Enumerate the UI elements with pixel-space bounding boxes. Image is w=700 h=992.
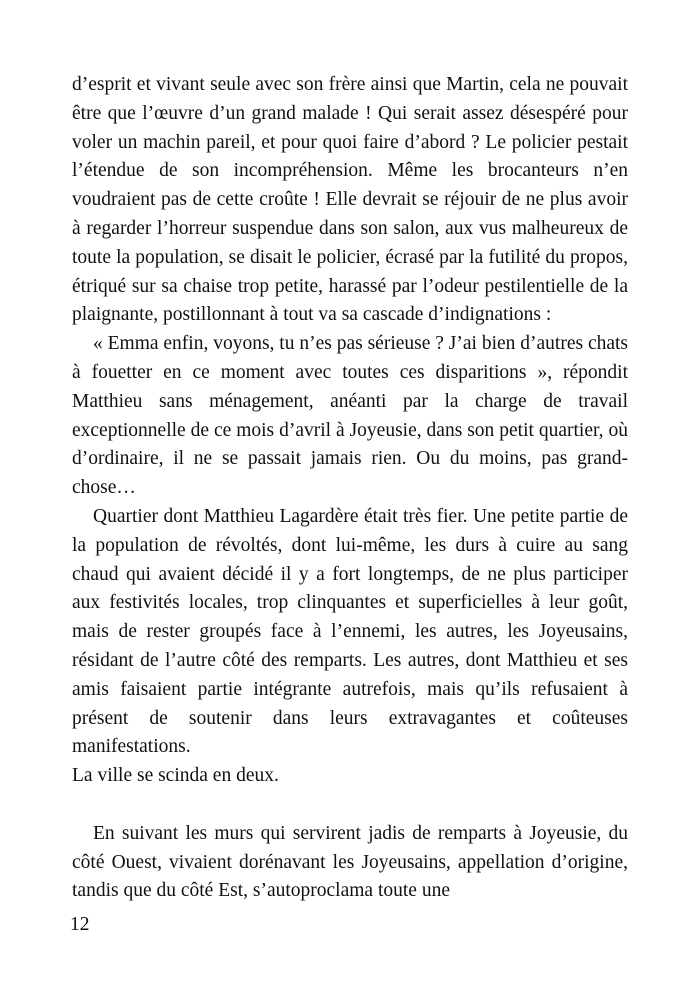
paragraph: La ville se scinda en deux. xyxy=(72,765,279,787)
paragraph: d’esprit et vivant seule avec son frère ainsi que Martin, cela ne pouvait être que l’œuvre d’un grand malade ! Qui serait assez désespéré pour voler un machin pareil, et pour quoi faire d’abord ? Le policier pestait l’étendue de son incompréhension. Même les brocanteurs n’en voudraient pas de cette croûte ! Elle devrait se réjouir de ne plus avoir à regarder l’horreur suspendue dans son salon, aux vus malheureux de toute la population, se disait le policier, écrasé par la futilité du propos, étriqué sur sa chaise trop petite, harassé par l’odeur pestilentielle de la plaignante, postillonnant à tout va sa cascade d’indignations : xyxy=(72,74,628,326)
body-text xyxy=(72,71,628,906)
page-number: 12 xyxy=(70,914,90,935)
paragraph: « Emma enfin, voyons, tu n’es pas sérieuse ? J’ai bien d’autres chats à fouetter en ce moment avec toutes ces disparitions », répondit Matthieu sans ménagement, anéanti par la charge de travail exceptionnelle de ce mois d’avril à Joyeusie, dans son petit quartier, où d’ordinaire, il ne se passait jamais rien. Ou du moins, pas grand-chose… xyxy=(72,333,629,499)
paragraph: Quartier dont Matthieu Lagardère était très fier. Une petite partie de la population de révoltés, dont lui-même, les durs à cuire au sang chaud qui avaient décidé il y a fort longtemps, de ne plus participer aux festivités locales, trop clinquantes et superficielles à leur goût, mais de rester groupés face à l’ennemi, les autres, les Joyeusains, résidant de l’autre côté des remparts. Les autres, dont Matthieu et ses amis faisaient partie intégrante autrefois, mais qu’ils refusaient à présent de soutenir dans leurs extravagantes et coûteuses manifestations. xyxy=(72,505,628,758)
paragraph: En suivant les murs qui servirent jadis de remparts à Joyeusie, du côté Ouest, vivaient dorénavant les Joyeusains, appellation d’origine, tandis que du côté Est, s’autoproclama toute une xyxy=(72,822,628,902)
